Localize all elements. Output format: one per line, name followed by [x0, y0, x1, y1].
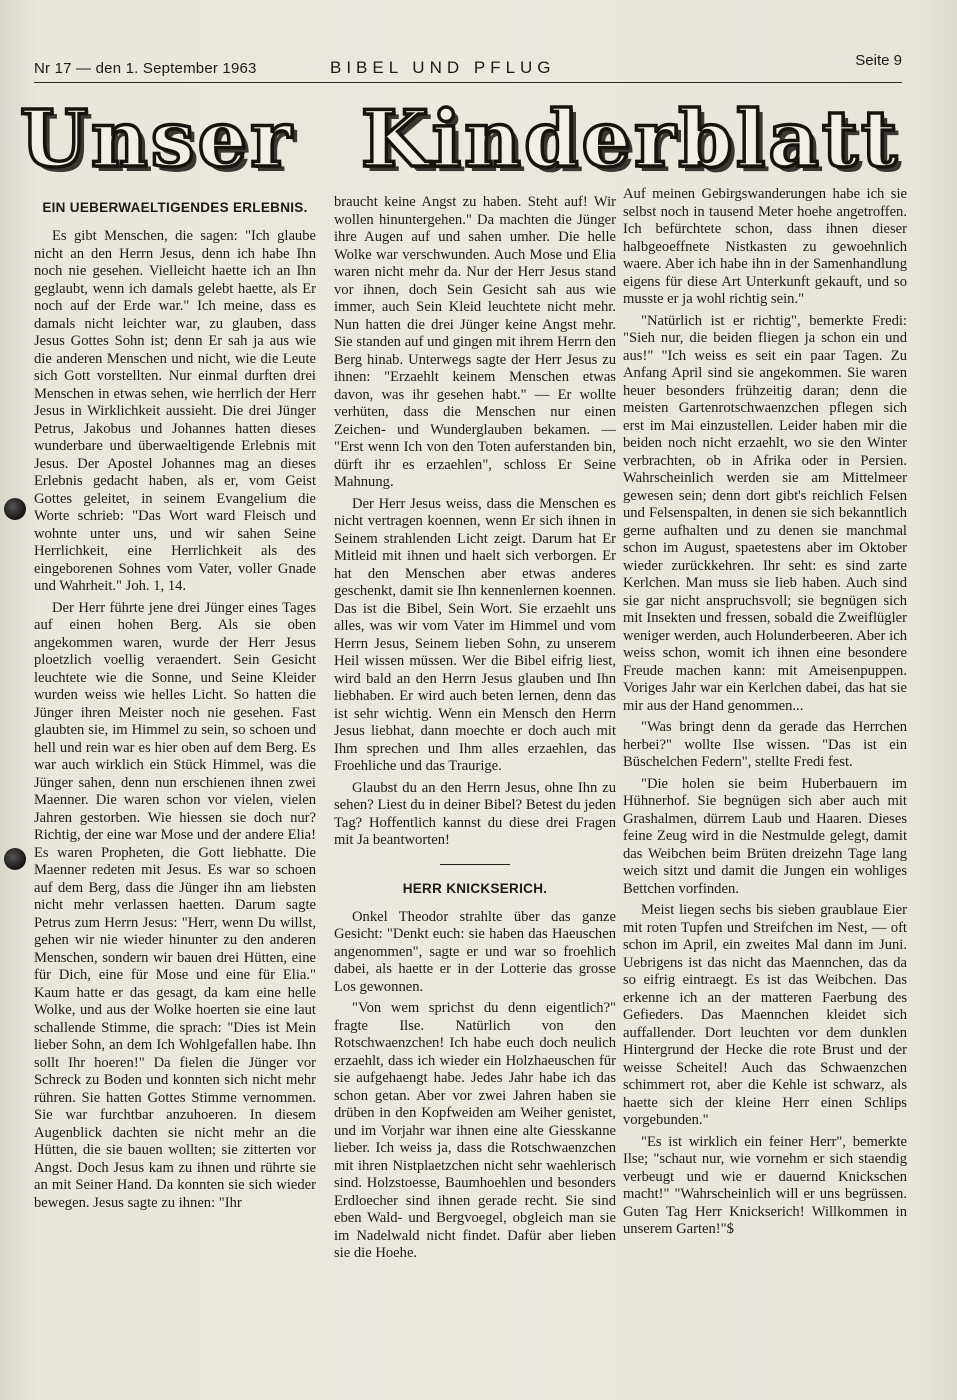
- paragraph: Onkel Theodor strahlte über das ganze Gesicht: "Denkt euch: sie haben das Haeuschen angenommen", sagte er und war so froehlich dabei, als haette er in der Lotterie das grosse Los gewonnen.: [334, 908, 616, 995]
- masthead-word-2: Kinderblatt: [360, 94, 900, 185]
- punch-hole-top: [4, 498, 26, 520]
- masthead: [20, 96, 900, 184]
- paragraph: Es gibt Menschen, die sagen: "Ich glaube nicht an den Herrn Jesus, denn ich habe Ihn noch nie gesehen. Vielleicht haette ich an Ihn geglaubt, wenn ich damals gelebt haette, als Er noch auf der Erde war." Ich meine, dass es damals nicht leichter war, zu glauben, dass Jesus Gottes Sohn ist; denn Er sah ja aus wie die anderen Menschen und nicht, wie die Leute sich Gott vorstellten. Nur einmal durften drei Menschen in etwas sehen, wie herrlich der Herr Jesus in Wirklichkeit aussieht. Die drei Jünger Petrus, Jakobus und Johannes hatten dieses wunderbare und überwaeltigende Erlebnis mit Jesus. Der Apostel Johannes mag an dieses Erlebnis gedacht haben, als er, vom Geist Gottes geleitet, in seinem Evangelium die Worte schrieb: "Das Wort ward Fleisch und wohnte unter uns, und wir sahen Seine Herrlichkeit, eine Herrlichkeit als des eingeborenen Sohnes vom Vater, voller Gnade und Wahrheit." Joh. 1, 14.: [34, 228, 316, 594]
- paragraph: "Was bringt denn da gerade das Herrchen herbei?" wollte Ilse wissen. "Das ist ein Büschelchen Federn", stellte Fredi fest.: [623, 719, 907, 770]
- page-header: [34, 52, 902, 83]
- paragraph: Glaubst du an den Herrn Jesus, ohne Ihn zu sehen? Liest du in deiner Bibel? Betest du jeden Tag? Hoffentlich kannst du diese drei Fragen mit Ja beantworten!: [334, 779, 616, 848]
- newspaper-title: BIBEL UND PFLUG: [330, 58, 556, 77]
- masthead-word-1: Unser: [20, 94, 295, 185]
- paragraph: "Es ist wirklich ein feiner Herr", bemerkte Ilse; "schaut nur, wie vornehm er sich staendig verbeugt und wie er dauernd Knickschen macht!" "Wahrscheinlich will er uns begrüssen. Guten Tag Herr Knickserich! Willkommen in unserem Garten!"$: [623, 1133, 907, 1237]
- section-divider: [440, 864, 510, 865]
- column-3: [623, 186, 907, 1336]
- column-2: [334, 194, 616, 1344]
- paragraph: "Natürlich ist er richtig", bemerkte Fredi: "Sieh nur, die beiden fliegen ja schon ein und aus!" "Ich weiss es seit ein paar Tagen. Zu Anfang April sind sie angekommen. Sie waren heuer besonders frühzeitig daran; denn die meisten Gartenrotschwaenzchen pflegen sich erst im Mai einzustellen. Leider haben mir die beiden noch nicht erzaehlt, wo sie den Winter verbrachten, ob in Afrika oder in Persien. Wahrscheinlich werden sie am Mittelmeer gewesen sein; denn dort gibt's reichlich Felsen und Felsenspalten, in denen sie sich bekanntlich gerne aufhalten und zu denen sie manchmal schon im August, spaetestens aber im Oktober wieder zurückkehren. Ihr seht: es sind zarte Kerlchen. Man muss sie lieb haben. Auch sind sie gar nicht anspruchsvoll; sie begnügen sich mit Insekten und fressen, sobald die Zweiflügler weniger werden, auch Holunderbeeren. Aber ich weiss schon, womit ich ihnen eine besondere Freude machen kann: mit Ameisenpuppen. Voriges Jahr war ein Kerlchen dabei, das hat sie mir aus der Hand genommen...: [623, 312, 907, 714]
- issue-date: Nr 17 — den 1. September 1963: [34, 60, 257, 77]
- paragraph: "Die holen sie beim Huberbauern im Hühnerhof. Sie begnügen sich aber auch mit Grashalmen, dürrem Laub und Haaren. Dieses feine Zeug wird in die Nestmulde gelegt, damit das Weibchen beim Brüten dreizehn Tage lang weich sitzt und damit die Jungen ein wohliges Bettchen vorfinden.: [623, 775, 907, 897]
- paragraph: "Von wem sprichst du denn eigentlich?" fragte Ilse. Natürlich von den Rotschwaenzchen! Ich habe euch doch neulich erzaehlt, dass ich wieder ein Holzhaeuschen für sie aufgehaengt habe. Jedes Jahr habe ich das schon getan. Aber vor zwei Jahren haben sie drüben in den Kopfweiden am Weiher genistet, und im Vorjahr war ihnen eine alte Giesskanne lieber. Ich weiss ja, dass die Rotschwaenzchen mit ihren Nistplaetzchen nicht sehr waehlerisch sind. Holzstoesse, Baumhoehlen und besonders Erdloecher sind ihnen gerade recht. Sie sind eben Wald- und Bergvoegel, obgleich man sie im Nadelwald nicht findet. Dafür aber lieben sie die Hoehe.: [334, 1000, 616, 1261]
- paragraph: Meist liegen sechs bis sieben graublaue Eier mit roten Tupfen und Streifchen im Nest, — oft schon im April, ein zweites Mal dann im Juni. Uebrigens ist das nicht das Maennchen, das da so eifrig eintraegt. Es ist das Weibchen. Das erkenne ich an der matteren Faerbung des Gefieders. Das Maennchen kleidet sich auffallender. Dort leuchten vor dem dunklen Hintergrund der Hecke die rote Brust und der weisse Scheitel! Auch das Schwaenzchen schimmert rot, aber die Kehle ist schwarz, als haette sich der kleine Herr einen Schlips vorgebunden.": [623, 902, 907, 1128]
- paragraph: Der Herr Jesus weiss, dass die Menschen es nicht vertragen koennen, wenn Er sich ihnen in Seinem strahlenden Licht zeigt. Darum hat Er Mitleid mit ihnen und haelt sich verborgen. Er hat den Menschen aber etwas anderes geschenkt, damit sie Ihn kennenlernen koennen. Das ist die Bibel, Sein Wort. Sie erzaehlt uns alles, was wir vom Vater im Himmel und vom Herrn Jesus, Seinem lieben Sohn, zu unserem Heil wissen müssen. Wer die Bibel eifrig liest, wird bald an den Herrn Jesus glauben und Ihn liebhaben. Er wird auch beten lernen, denn das ist sehr wichtig. Wenn ein Mensch den Herrn Jesus liebhat, dann moechte er doch auch mit Ihm sprechen und Ihm alles erzaehlen, das Froehliche und das Traurige.: [334, 495, 616, 774]
- paragraph: Auf meinen Gebirgswanderungen habe ich sie selbst noch in tausend Meter hoehe angetroffen. Ich befürchtete schon, dass ihnen dieser halbgeoeffnete Nistkasten zu gewoehnlich waere. Aber ich habe ihn in der Samenhandlung eigens für diese Art Unterkunft gekauft, und so musste er ja wohl richtig sein.": [623, 186, 907, 307]
- column-1: [34, 194, 316, 1344]
- paragraph: braucht keine Angst zu haben. Steht auf! Wir wollen hinuntergehen." Da machten die Jünger ihre Augen auf und sahen umher. Die helle Wolke war verschwunden. Auch Mose und Elia waren nicht mehr da. Nur der Herr Jesus stand vor ihnen, doch Sein Gesicht sah aus wie immer, auch Sein Kleid leuchtete nicht mehr. Nun hatten die drei Jünger keine Angst mehr. Sie standen auf und gingen mit ihrem Herrn den Berg hinab. Unterwegs sagte der Herr Jesus zu ihnen: "Erzaehlt keinem Menschen etwas davon, was ihr gesehen habt." — Er wollte verhüten, dass die Menschen nur einen Zeichen- und Wunderglauben bekamen. — "Erst wenn Ich von den Toten auferstanden bin, dürft ihr es erzaehlen", schloss Er Seine Mahnung.: [334, 194, 616, 490]
- punch-hole-bottom: [4, 848, 26, 870]
- article-heading: EIN UEBERWAELTIGENDES ERLEBNIS.: [42, 200, 308, 215]
- paragraph: Der Herr führte jene drei Jünger eines Tages auf einen hohen Berg. Als sie oben angekommen waren, wurde der Herr Jesus ploetzlich voellig veraendert. Sein Gesicht leuchtete wie die Sonne, und Seine Kleider wurden weiss wie helles Licht. So hatten die Jünger ihren Meister noch nie gesehen. Fast glaubten sie, im Himmel zu sein, so schoen und hell und rein war es hier oben auf dem Berg. Es war auch wirklich ein Stück Himmel, was die Jünger sahen, denn nun erschienen ihnen zwei Maenner. Die waren schon vor vielen, vielen Jahren gestorben. Wie hiessen sie doch nur? Richtig, der eine war Mose und der andere Elia! Es waren Propheten, die Gott liebhatte. Die Maenner redeten mit Jesus. Es war so schoen auf dem Berg, dass die Jünger ihn am liebsten nicht mehr verlassen haetten. Darum sagte Petrus zum Herrn Jesus: "Herr, wenn Du willst, gehen wir nie wieder hinunter zu den anderen Menschen, sondern wir bauen drei Hütten, eine für Dich, eine für Mose und eine für Elia." Kaum hatte er das gesagt, da kam eine helle Wolke, und aus der Wolke hoerten sie eine laut schallende Stimme, die sprach: "Dies ist Mein lieber Sohn, an dem Ich Wohlgefallen habe. Ihn sollt Ihr hoeren!" Da fielen die Jünger vor Schreck zu Boden und konnten sich nicht mehr rühren. Sie hatten Gottes Stimme vernommen. Sie war furchtbar anzuhoeren. In diesem Augenblick dachten sie nicht mehr an die Hütten, die sie bauen wollten; sie zitterten vor Angst. Doch Jesus kam zu ihnen und rührte sie an mit Seiner Hand. Da konnten sie sich wieder bewegen. Jesus sagte zu ihnen: "Ihr: [34, 599, 316, 1211]
- page-number: Seite 9: [855, 52, 902, 69]
- article-heading: HERR KNICKSERICH.: [402, 880, 548, 896]
